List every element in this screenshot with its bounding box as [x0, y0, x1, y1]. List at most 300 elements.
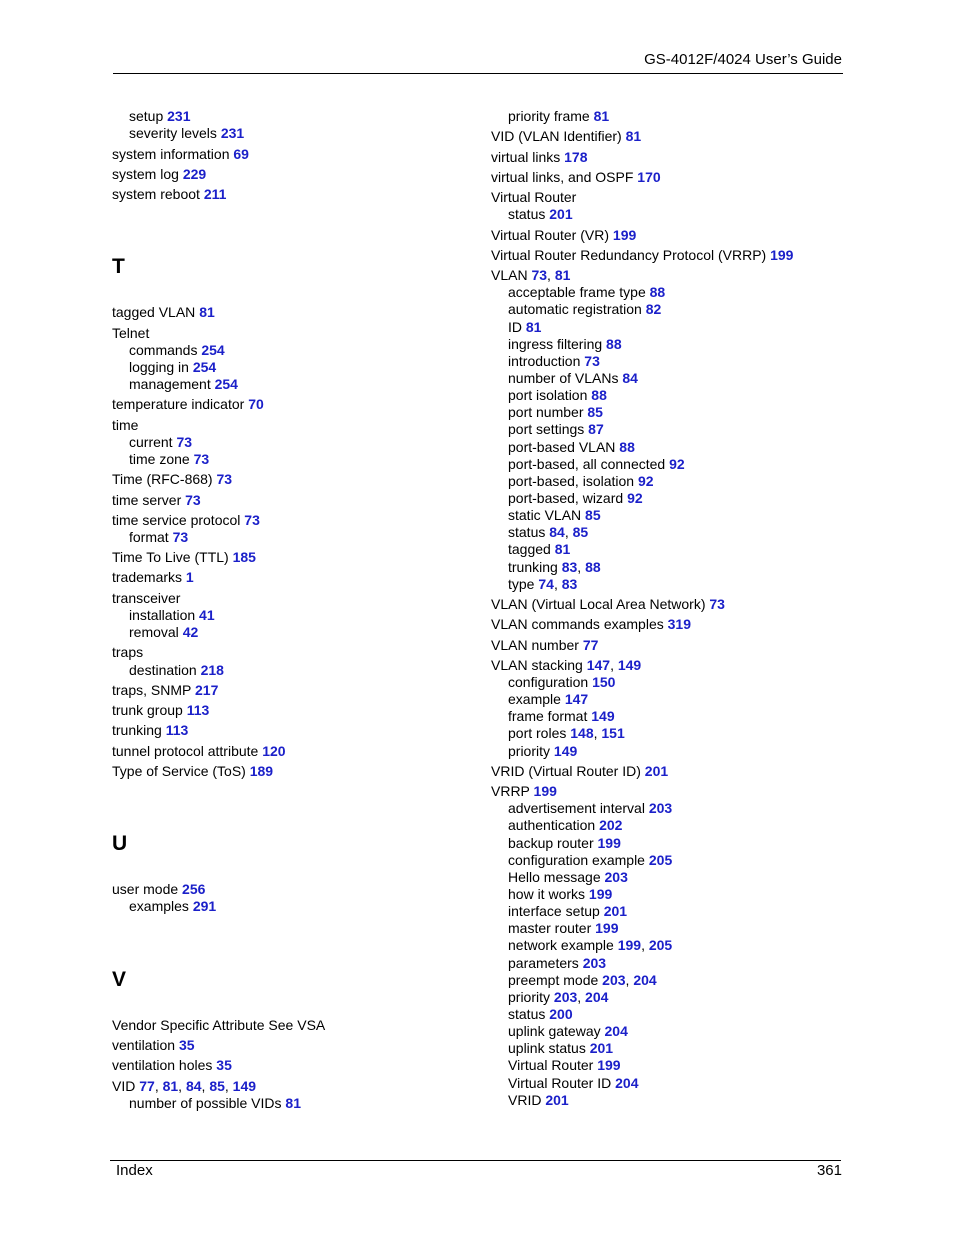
index-subentry [508, 559, 601, 576]
index-entry [112, 702, 209, 719]
index-term: trunking [508, 559, 558, 575]
page-link[interactable]: 149 [553, 743, 578, 759]
page-link[interactable]: 73 [531, 267, 548, 283]
index-entry [491, 169, 661, 186]
index-subentry [508, 456, 685, 473]
index-term: Time To Live (TTL) [112, 549, 229, 565]
index-term: authentication [508, 817, 596, 833]
page-link[interactable]: 178 [564, 149, 588, 165]
page-link[interactable]: 200 [549, 1006, 573, 1022]
index-term: Hello message [508, 869, 601, 885]
index-term: Vendor Specific Attribute See VSA [112, 1017, 326, 1033]
index-subentry [129, 1095, 301, 1112]
index-term: Time (RFC-868) [112, 471, 213, 487]
page-link[interactable]: 199 [617, 937, 642, 953]
page-link[interactable]: 150 [592, 674, 616, 690]
index-entry [112, 1078, 256, 1095]
index-term: backup router [508, 835, 594, 851]
index-subentry [508, 421, 604, 438]
index-term: VRRP [491, 783, 530, 799]
page-link[interactable]: 81 [525, 319, 542, 335]
index-subentry [508, 955, 606, 972]
index-term: port-based, wizard [508, 490, 624, 506]
index-entry [112, 146, 249, 163]
page-link[interactable]: 81 [625, 128, 642, 144]
page-link[interactable]: 120 [262, 743, 286, 759]
index-entry [112, 881, 205, 898]
page-link[interactable]: 73 [709, 596, 725, 612]
page-link[interactable]: 201 [603, 903, 628, 919]
index-subentry [508, 336, 622, 353]
page-link[interactable]: 211 [203, 186, 227, 202]
index-term: Telnet [112, 325, 150, 341]
page-link[interactable]: 84 [185, 1078, 202, 1094]
page-link[interactable]: 73 [193, 451, 210, 467]
page-link[interactable]: 73 [185, 492, 201, 508]
index-term: advertisement interval [508, 800, 645, 816]
index-term: port-based VLAN [508, 439, 616, 455]
index-entry [112, 512, 260, 529]
index-term: uplink gateway [508, 1023, 601, 1039]
index-term: ID [508, 319, 522, 335]
index-term: severity levels [129, 125, 217, 141]
index-subentry [508, 1075, 638, 1092]
page-separator: , [641, 937, 649, 953]
page-link[interactable]: 291 [192, 898, 217, 914]
page-link[interactable]: 73 [584, 353, 600, 369]
index-subentry [508, 490, 643, 507]
index-term: management [129, 376, 211, 392]
page-link[interactable]: 42 [182, 624, 199, 640]
page-link[interactable]: 85 [587, 404, 603, 420]
page-link[interactable]: 201 [549, 206, 573, 222]
page-link[interactable]: 254 [201, 342, 225, 358]
index-term: introduction [508, 353, 581, 369]
index-term: status [508, 1006, 546, 1022]
page-link[interactable]: 81 [554, 267, 571, 283]
index-entry [112, 743, 286, 760]
index-term: frame format [508, 708, 588, 724]
index-term: time service protocol [112, 512, 241, 528]
page-link[interactable]: 199 [595, 920, 619, 936]
index-term: priority [508, 989, 551, 1005]
index-term: trademarks [112, 569, 183, 585]
page-link[interactable]: 88 [585, 559, 601, 575]
index-subentry [129, 342, 225, 359]
page-link[interactable]: 81 [162, 1078, 179, 1094]
index-term: VLAN stacking [491, 657, 583, 673]
index-term: VID (VLAN Identifier) [491, 128, 622, 144]
page-link[interactable]: 229 [182, 166, 207, 182]
index-term: status [508, 524, 546, 540]
index-entry [491, 637, 598, 654]
index-subentry [508, 541, 570, 558]
index-term: priority frame [508, 108, 590, 124]
footer-divider [110, 1160, 841, 1161]
page-link[interactable]: 204 [615, 1075, 639, 1091]
index-subentry [129, 662, 224, 679]
page-link[interactable]: 205 [648, 937, 673, 953]
page-link[interactable]: 73 [216, 471, 233, 487]
index-term: uplink status [508, 1040, 586, 1056]
index-term: port-based, all connected [508, 456, 666, 472]
page-link[interactable]: 151 [601, 725, 625, 741]
index-subentry [508, 387, 607, 404]
page-separator: , [178, 1078, 186, 1094]
page-link[interactable]: 73 [176, 434, 193, 450]
index-term: how it works [508, 886, 586, 902]
page-link[interactable]: 88 [619, 439, 635, 455]
page-link[interactable]: 199 [588, 886, 613, 902]
index-entry [112, 763, 273, 780]
index-term: time [112, 417, 139, 433]
index-term: port settings [508, 421, 585, 437]
index-term: acceptable frame type [508, 284, 646, 300]
index-subentry [508, 903, 627, 920]
index-term: destination [129, 662, 197, 678]
page-link[interactable]: 199 [612, 227, 637, 243]
index-term: port number [508, 404, 584, 420]
page-link[interactable]: 148 [570, 725, 594, 741]
index-term: static VLAN [508, 507, 582, 523]
index-entry [491, 227, 636, 244]
index-term: logging in [129, 359, 189, 375]
index-subentry [508, 886, 612, 903]
index-term: port isolation [508, 387, 588, 403]
page-link[interactable]: 87 [588, 421, 604, 437]
index-entry [112, 722, 188, 739]
index-entry [491, 149, 588, 166]
page-link[interactable]: 218 [200, 662, 224, 678]
index-entry [112, 1017, 325, 1034]
page-link[interactable]: 83 [561, 576, 578, 592]
page-link[interactable]: 69 [233, 146, 249, 162]
index-term: VLAN [491, 267, 528, 283]
header-title: GS-4012F/4024 User’s Guide [644, 51, 842, 68]
index-term: tagged VLAN [112, 304, 196, 320]
index-term: Virtual Router (VR) [491, 227, 610, 243]
page-link[interactable]: 231 [167, 108, 191, 124]
index-subentry [508, 743, 577, 760]
page-link[interactable]: 203 [602, 972, 626, 988]
index-term: Virtual Router [491, 189, 577, 205]
index-subentry [508, 1040, 613, 1057]
index-subentry [508, 1023, 628, 1040]
index-term: trunking [112, 722, 162, 738]
index-term: VID [112, 1078, 136, 1094]
page-separator: , [547, 267, 555, 283]
index-subentry [508, 691, 588, 708]
page-link[interactable]: 203 [604, 869, 628, 885]
index-subentry [129, 376, 238, 393]
page-link[interactable]: 205 [648, 852, 673, 868]
page-number: 361 [816, 1162, 842, 1179]
page-link[interactable]: 113 [165, 722, 189, 738]
page-link[interactable]: 41 [199, 607, 215, 623]
page-link[interactable]: 84 [549, 524, 565, 540]
page-link[interactable]: 149 [232, 1078, 257, 1094]
index-term: installation [129, 607, 196, 623]
index-term: traps [112, 644, 144, 660]
index-entry [491, 128, 641, 145]
page-link[interactable]: 81 [593, 108, 610, 124]
index-subentry [129, 108, 191, 125]
index-term: parameters [508, 955, 579, 971]
index-subentry [508, 301, 661, 318]
page-link[interactable]: 189 [249, 763, 274, 779]
index-term: temperature indicator [112, 396, 245, 412]
index-subentry [129, 451, 209, 468]
page-link[interactable]: 35 [178, 1037, 195, 1053]
index-entry [112, 471, 232, 488]
page-separator: , [154, 1078, 163, 1094]
page-link[interactable]: 199 [770, 247, 794, 263]
page-link[interactable]: 81 [285, 1095, 301, 1111]
index-entry [112, 417, 138, 434]
page-link[interactable]: 70 [248, 396, 264, 412]
page-link[interactable]: 84 [622, 370, 638, 386]
index-term: configuration example [508, 852, 645, 868]
page-link[interactable]: 88 [606, 336, 622, 352]
index-letter-heading: T [112, 255, 125, 278]
index-entry [491, 616, 691, 633]
index-subentry [508, 284, 665, 301]
index-term: VRID [508, 1092, 542, 1108]
index-term: configuration [508, 674, 589, 690]
index-entry [112, 492, 201, 509]
index-term: ingress filtering [508, 336, 603, 352]
index-subentry [508, 108, 609, 125]
page-link[interactable]: 204 [633, 972, 657, 988]
index-term: example [508, 691, 561, 707]
index-subentry [508, 800, 672, 817]
index-letter-heading: U [112, 832, 128, 855]
index-term: tagged [508, 541, 551, 557]
index-letter-heading: V [112, 968, 127, 991]
index-term: number of VLANs [508, 370, 619, 386]
page-separator: , [564, 524, 573, 540]
page-link[interactable]: 35 [216, 1057, 232, 1073]
index-subentry [508, 937, 672, 954]
index-entry [112, 644, 143, 661]
index-term: time server [112, 492, 182, 508]
index-term: setup [129, 108, 164, 124]
index-term: status [508, 206, 546, 222]
page-link[interactable]: 85 [209, 1078, 225, 1094]
page-link[interactable]: 92 [669, 456, 685, 472]
index-entry [112, 682, 218, 699]
index-term: Virtual Router [508, 1057, 594, 1073]
page-separator: , [224, 1078, 233, 1094]
page-link[interactable]: 149 [591, 708, 615, 724]
index-term: examples [129, 898, 189, 914]
page-link[interactable]: 1 [185, 569, 194, 585]
page-link[interactable]: 201 [644, 763, 669, 779]
page-link[interactable]: 92 [637, 473, 654, 489]
index-term: preempt mode [508, 972, 599, 988]
index-subentry [508, 972, 657, 989]
index-subentry [508, 1057, 621, 1074]
page-link[interactable]: 88 [649, 284, 666, 300]
page-link[interactable]: 73 [244, 512, 260, 528]
index-term: port roles [508, 725, 567, 741]
index-term: priority [508, 743, 551, 759]
page-link[interactable]: 231 [220, 125, 245, 141]
page-link[interactable]: 77 [139, 1078, 155, 1094]
index-entry [112, 166, 206, 183]
page-link[interactable]: 199 [533, 783, 557, 799]
index-entry [112, 1057, 232, 1074]
index-subentry [508, 507, 601, 524]
index-entry [112, 590, 180, 607]
index-term: removal [129, 624, 179, 640]
page-link[interactable]: 199 [597, 1057, 621, 1073]
page-link[interactable]: 113 [186, 702, 210, 718]
index-term: virtual links, and OSPF [491, 169, 634, 185]
index-term: type [508, 576, 535, 592]
page-separator: , [577, 989, 586, 1005]
page-link[interactable]: 74 [538, 576, 554, 592]
page-link[interactable]: 73 [172, 529, 189, 545]
page-link[interactable]: 256 [182, 881, 206, 897]
page-link[interactable]: 202 [599, 817, 623, 833]
page-link[interactable]: 149 [617, 657, 642, 673]
page-link[interactable]: 77 [582, 637, 599, 653]
index-entry [112, 325, 149, 342]
index-subentry [508, 404, 603, 421]
index-entry [491, 247, 793, 264]
index-subentry [508, 989, 608, 1006]
index-term: Type of Service (ToS) [112, 763, 246, 779]
index-subentry [508, 708, 615, 725]
index-term: tunnel protocol attribute [112, 743, 259, 759]
index-subentry [508, 920, 619, 937]
index-term: VLAN (Virtual Local Area Network) [491, 596, 706, 612]
page-link[interactable]: 147 [586, 657, 611, 673]
footer-section-label: Index [116, 1162, 153, 1179]
index-term: network example [508, 937, 614, 953]
page-separator: , [610, 657, 618, 673]
index-entry [112, 304, 215, 321]
index-term: Virtual Router ID [508, 1075, 612, 1091]
index-term: transceiver [112, 590, 181, 606]
index-term: time zone [129, 451, 190, 467]
page-link[interactable]: 203 [553, 989, 578, 1005]
index-subentry [508, 1092, 569, 1109]
index-term: trunk group [112, 702, 183, 718]
index-subentry [508, 353, 600, 370]
index-subentry [129, 607, 215, 624]
index-term: VLAN number [491, 637, 579, 653]
page-link[interactable]: 147 [564, 691, 589, 707]
index-entry [491, 267, 570, 284]
index-subentry [508, 869, 628, 886]
page-link[interactable]: 85 [585, 507, 601, 523]
index-subentry [508, 370, 638, 387]
page-separator: , [625, 972, 634, 988]
page-link[interactable]: 82 [645, 301, 662, 317]
page-link[interactable]: 170 [637, 169, 661, 185]
index-subentry [508, 725, 625, 742]
index-subentry [508, 206, 573, 223]
index-subentry [508, 439, 635, 456]
index-term: ventilation [112, 1037, 176, 1053]
index-term: Virtual Router Redundancy Protocol (VRRP) [491, 247, 767, 263]
page-link[interactable]: 88 [591, 387, 607, 403]
page-link[interactable]: 201 [545, 1092, 569, 1108]
page-link[interactable]: 81 [554, 541, 571, 557]
index-entry [112, 569, 194, 586]
index-subentry [508, 817, 622, 834]
index-entry [112, 396, 264, 413]
page-link[interactable]: 203 [648, 800, 673, 816]
index-term: VLAN commands examples [491, 616, 664, 632]
index-term: commands [129, 342, 198, 358]
page-link[interactable]: 85 [572, 524, 589, 540]
index-term: master router [508, 920, 592, 936]
page-link[interactable]: 199 [597, 835, 621, 851]
index-subentry [508, 674, 615, 691]
page-link[interactable]: 83 [561, 559, 578, 575]
index-entry [491, 783, 557, 800]
page-link[interactable]: 201 [589, 1040, 614, 1056]
page-link[interactable]: 203 [582, 955, 607, 971]
page-link[interactable]: 81 [199, 304, 215, 320]
page-link[interactable]: 204 [585, 989, 609, 1005]
index-term: VRID (Virtual Router ID) [491, 763, 641, 779]
index-term: system information [112, 146, 230, 162]
page-link[interactable]: 254 [214, 376, 238, 392]
index-subentry [508, 1006, 573, 1023]
index-subentry [508, 852, 672, 869]
index-term: current [129, 434, 173, 450]
page-link[interactable]: 217 [195, 682, 219, 698]
index-entry [491, 763, 668, 780]
index-term: number of possible VIDs [129, 1095, 282, 1111]
index-term: virtual links [491, 149, 561, 165]
index-entry [491, 596, 725, 613]
index-term: automatic registration [508, 301, 642, 317]
index-subentry [129, 434, 192, 451]
index-entry [112, 549, 256, 566]
index-entry [491, 657, 641, 674]
index-term: interface setup [508, 903, 600, 919]
index-subentry [508, 524, 588, 541]
index-subentry [129, 125, 244, 142]
page-link[interactable]: 204 [604, 1023, 628, 1039]
index-entry [112, 1037, 195, 1054]
page-link[interactable]: 319 [667, 616, 691, 632]
index-term: ventilation holes [112, 1057, 213, 1073]
index-term: format [129, 529, 169, 545]
index-term: system reboot [112, 186, 200, 202]
index-subentry [129, 898, 216, 915]
index-term: user mode [112, 881, 179, 897]
index-entry [491, 189, 576, 206]
index-subentry [508, 473, 654, 490]
header-divider [113, 73, 843, 74]
page-separator: , [553, 576, 562, 592]
page-link[interactable]: 92 [627, 490, 643, 506]
index-subentry [129, 359, 216, 376]
index-term: system log [112, 166, 179, 182]
index-subentry [508, 319, 541, 336]
page-link[interactable]: 254 [192, 359, 217, 375]
index-subentry [508, 576, 577, 593]
index-subentry [129, 624, 198, 641]
index-subentry [129, 529, 188, 546]
page-link[interactable]: 185 [232, 549, 256, 565]
